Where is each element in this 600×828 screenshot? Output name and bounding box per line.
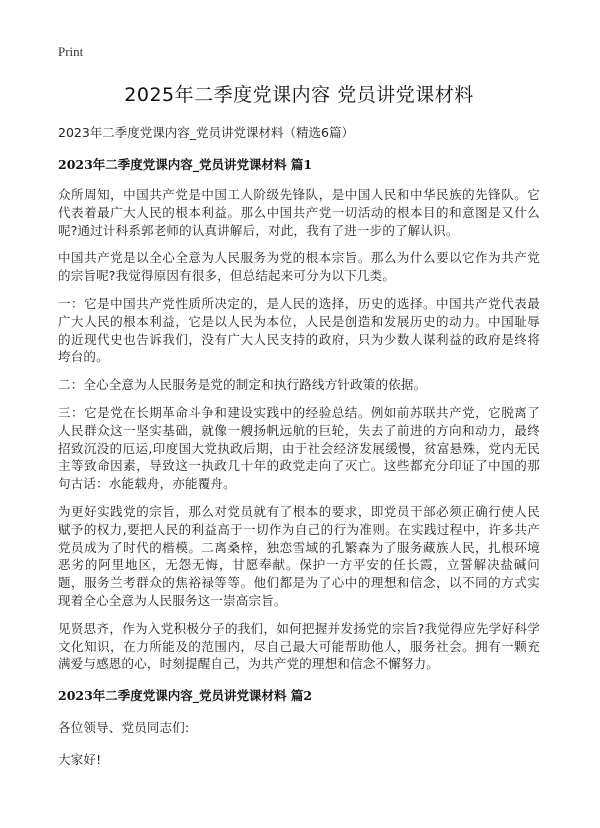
paragraph: 大家好! [58, 751, 102, 767]
paragraph: 见贤思齐，作为入党积极分子的我们，如何把握并发扬党的宗旨?我觉得应先学好科学文化知识，在力所能及的范围内，尽自己最大可能帮助他人，服务社会。拥有一颗充满爱与感恩的心，时刻提醒自己，为共产党的理想和信念不懈努力。 [58, 620, 540, 672]
paragraph: 一：它是中国共产党性质所决定的，是人民的选择，历史的选择。中国共产党代表最广大人民的根本利益，它是以人民为本位，人民是创造和发展历史的动力。中国耻辱的近现代史也告诉我们，没有广大人民支持的政府，只为少数人谋利益的政府是终将垮台的。 [58, 295, 540, 365]
paragraph: 为更好实践党的宗旨，那么对党员就有了根本的要求，即党员干部必须正确行使人民赋予的权力,要把人民的利益高于一切作为自己的行为准则。在实践过程中，许多共产党员成为了时代的楷模。二离桑梓，独恋雪域的孔繁森为了服务藏族人民，扎根环境恶劣的阿里地区，无怨无悔，甘愿奉献。保护一方平安的任长霞，立誓解决盐碱问题，服务兰考群众的焦裕禄等等。他们都是为了心中的理想和信念，以不同的方式实现着全心全意为人民服务这一崇高宗旨。 [58, 503, 540, 608]
document-title: 2025年二季度党课内容 党员讲党课材料 [124, 84, 474, 106]
section-heading: 2023年二季度党课内容_党员讲党课材料 篇1 [58, 157, 313, 172]
paragraph: 中国共产党是以全心全意为人民服务为党的根本宗旨。那么为什么要以它作为共产党的宗旨呢?我觉得原因有很多，但总结起来可分为以下几类。 [58, 250, 540, 284]
paragraph: 众所周知，中国共产党是中国工人阶级先锋队，是中国人民和中华民族的先锋队。它代表着最广大人民的根本利益。那么中国共产党一切活动的根本目的和意图是又什么呢?通过计科系郭老师的认真讲解后，对此，我有了进一步的了解认识。 [58, 187, 540, 238]
paragraph: 三：它是党在长期革命斗争和建设实践中的经验总结。例如前苏联共产党，它脱离了人民群众这一坚实基础，就像一艘扬帆远航的巨轮，失去了前进的方向和动力，最终招致沉没的厄运,印度国大党执政后期，由于社会经济发展缓慢，贫富悬殊，党内无民主等致命因素，导致这一执政几十年的政党走向了灭亡。这些都充分印证了中国的那句古话：水能载舟，亦能覆舟。 [58, 404, 540, 492]
paragraph: 各位领导、党员同志们: [58, 720, 190, 736]
print-label[interactable]: Print [58, 44, 84, 59]
paragraph: 二：全心全意为人民服务是党的制定和执行路线方针政策的依据。 [58, 377, 427, 393]
document-subtitle: 2023年二季度党课内容_党员讲党课材料（精选6篇） [58, 125, 355, 140]
section-heading: 2023年二季度党课内容_党员讲党课材料 篇2 [58, 688, 313, 704]
